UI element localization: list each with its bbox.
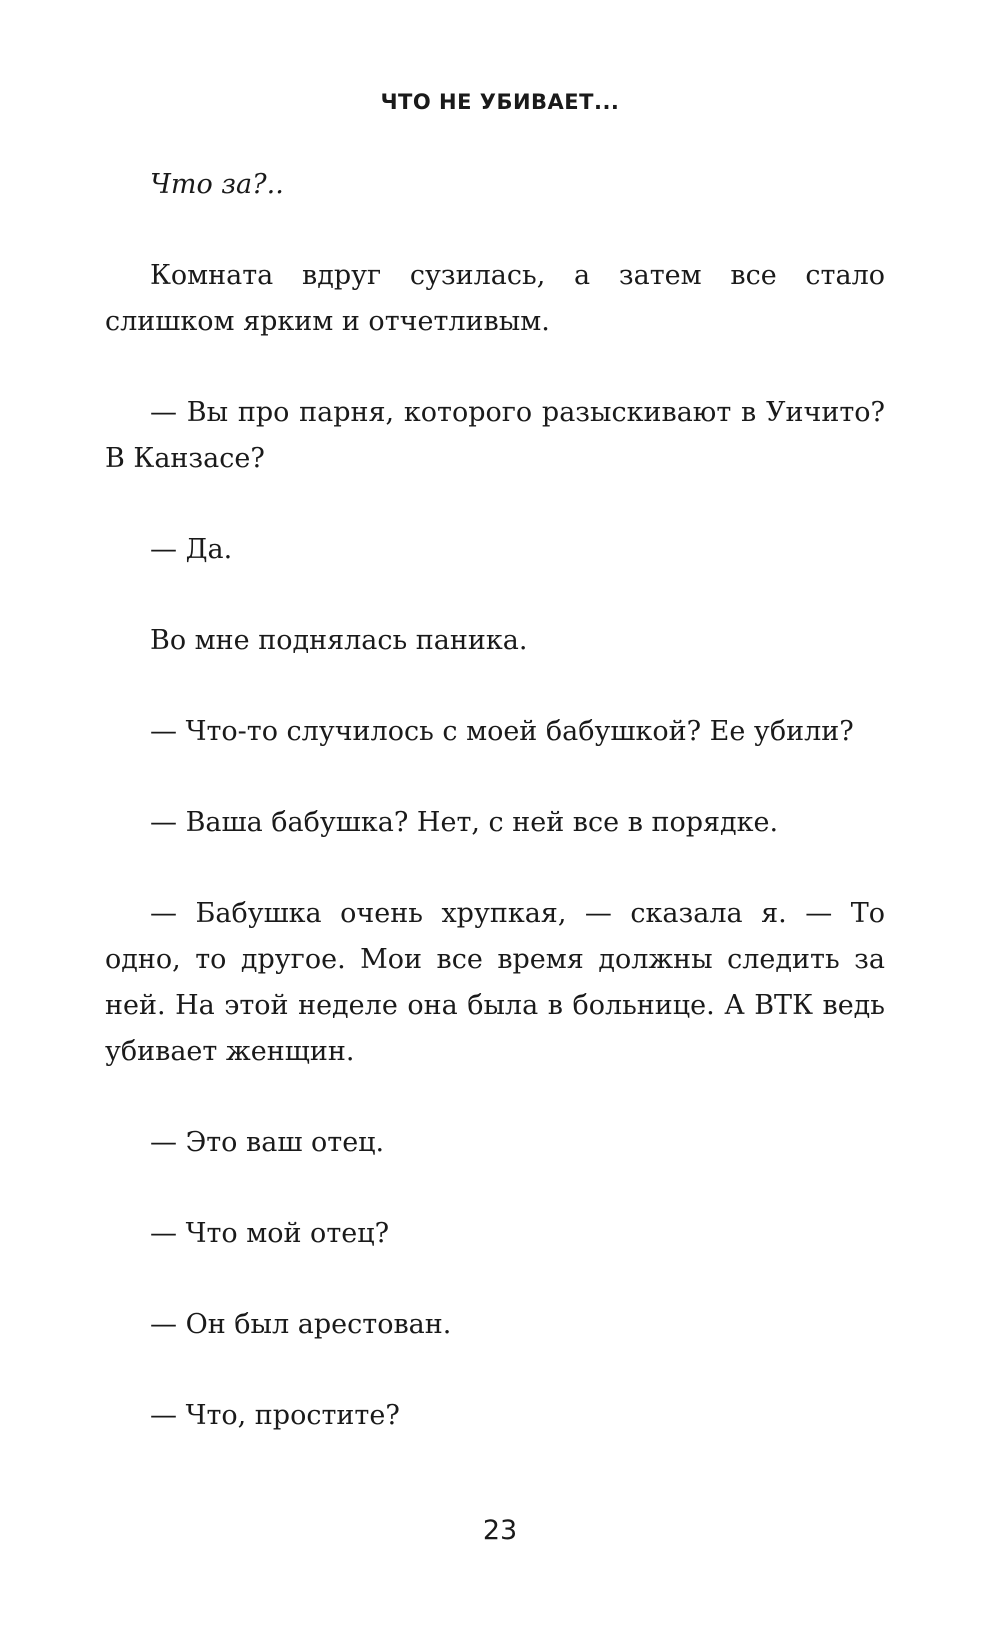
body-text <box>105 162 885 1484</box>
paragraph: — Что мой отец? <box>150 1218 390 1249</box>
paragraph: — Вы про парня, которого разыскивают в Уичито? В Канзасе? <box>105 397 885 474</box>
paragraph: — Что-то случилось с моей бабушкой? Ее убили? <box>150 716 854 747</box>
paragraph: — Ваша бабушка? Нет, с ней все в порядке. <box>150 807 779 838</box>
paragraph: — Это ваш отец. <box>150 1127 385 1158</box>
paragraph: — Он был арестован. <box>150 1309 452 1340</box>
paragraph: Что за?.. <box>150 169 284 200</box>
paragraph: — Что, простите? <box>150 1400 400 1431</box>
paragraph: — Бабушка очень хрупкая, — сказала я. — То одно, то другое. Мои все время должны следить за ней. На этой неделе она была в больнице. А ВТК ведь убивает женщин. <box>105 898 885 1067</box>
page-number: 23 <box>482 1515 518 1546</box>
paragraph: Во мне поднялась паника. <box>150 625 528 656</box>
paragraph: Комната вдруг сузилась, а затем все стало слишком ярким и отчетливым. <box>105 260 885 337</box>
paragraph: — Да. <box>150 534 233 565</box>
running-title: ЧТО НЕ УБИВАЕТ... <box>380 90 620 114</box>
